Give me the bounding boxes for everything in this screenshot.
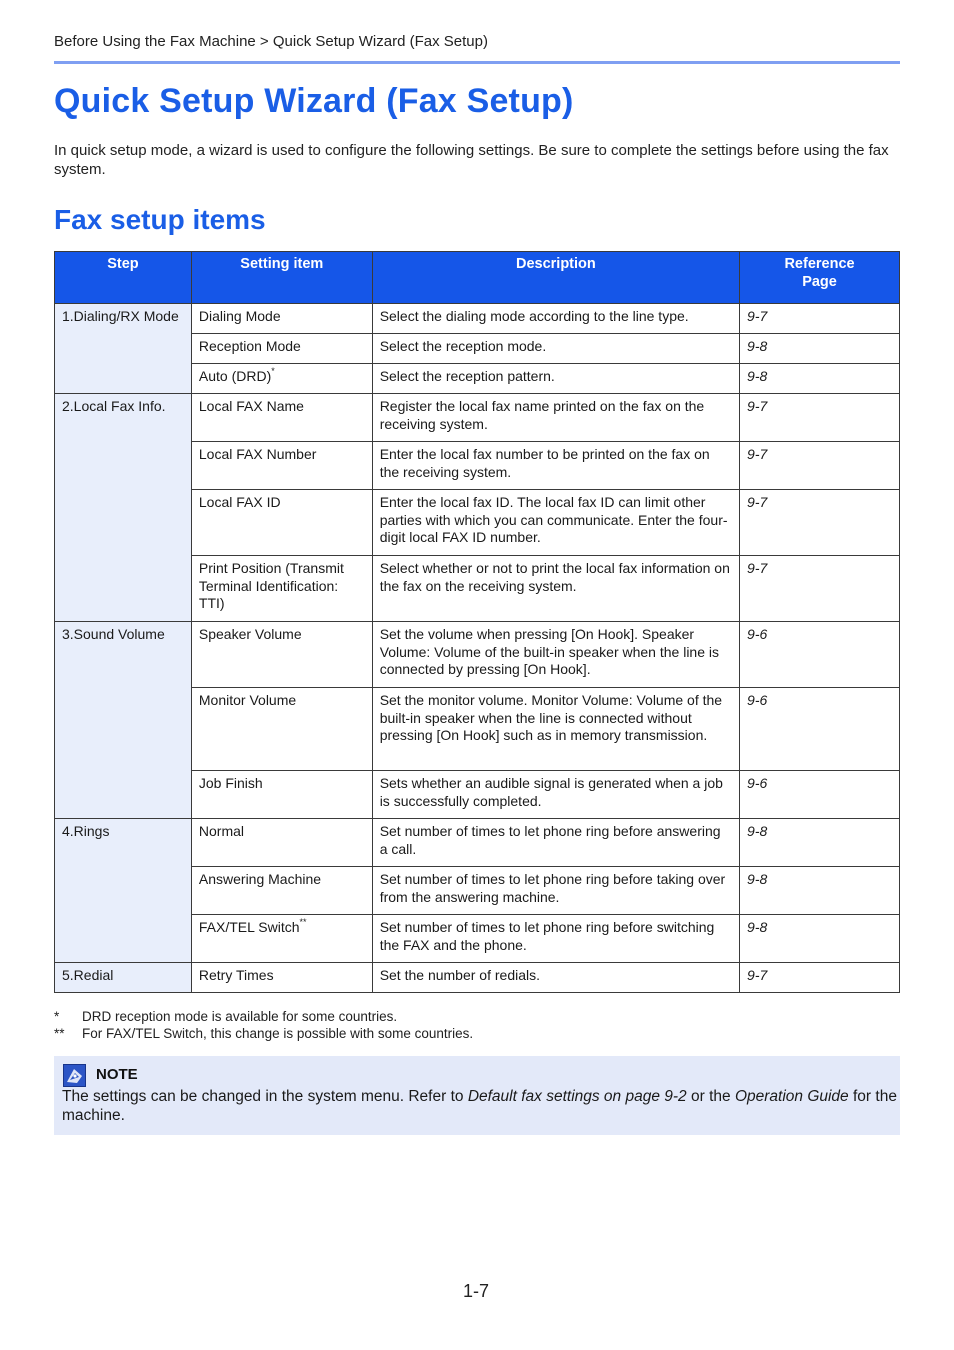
setting-item-name: Answering Machine: [198, 871, 322, 887]
note-reference-operation-guide[interactable]: Operation Guide: [734, 1088, 849, 1105]
reference-page-link[interactable]: 9-8: [740, 334, 900, 364]
note-text-part: The settings can be changed in the system menu. Refer to: [62, 1088, 468, 1105]
setting-item-name: Local FAX Number: [198, 446, 317, 462]
setting-item-cell: [191, 622, 372, 688]
footnote: [54, 1008, 473, 1025]
table-row: [55, 622, 900, 688]
setting-item-name: Dialing Mode: [198, 308, 281, 324]
description-cell: Select the reception mode.: [372, 334, 739, 364]
table-row: [55, 963, 900, 993]
setting-item-name: Retry Times: [198, 967, 274, 983]
reference-page-link[interactable]: 9-6: [740, 622, 900, 688]
description-cell: Set the number of redials.: [372, 963, 739, 993]
step-cell: 2.Local Fax Info.: [55, 394, 192, 622]
description-cell: Set the volume when pressing [On Hook]. Speaker Volume: Volume of the built-in speaker when the line is connected by pressing [On Hook].: [372, 622, 739, 688]
intro-paragraph: In quick setup mode, a wizard is used to configure the following settings. Be sure to complete the settings before using the fax system.: [54, 142, 889, 178]
reference-page-link[interactable]: 9-8: [740, 867, 900, 915]
reference-page-link[interactable]: 9-7: [740, 963, 900, 993]
column-header-description: Description: [372, 252, 739, 304]
setting-item-name: Print Position (Transmit Terminal Identification: TTI): [198, 560, 344, 611]
footnote-reference-mark: **: [299, 917, 307, 928]
setting-item-name: Local FAX ID: [198, 494, 281, 510]
setting-item-name: Speaker Volume: [198, 626, 302, 642]
reference-page-link[interactable]: 9-8: [740, 819, 900, 867]
breadcrumb: Before Using the Fax Machine > Quick Setup Wizard (Fax Setup): [54, 33, 488, 50]
setting-item-cell: [191, 819, 372, 867]
table-row: [55, 819, 900, 867]
setting-item-name: Job Finish: [198, 775, 263, 791]
note-label: NOTE: [96, 1066, 138, 1083]
table-body: [55, 304, 900, 993]
table-row: [55, 394, 900, 442]
reference-page-link[interactable]: 9-6: [740, 688, 900, 771]
column-header-setting: Setting item: [191, 252, 372, 304]
setting-item-name: Monitor Volume: [198, 692, 297, 708]
reference-page-link[interactable]: 9-7: [740, 394, 900, 442]
step-cell: 1.Dialing/RX Mode: [55, 304, 192, 394]
footnote-reference-mark: *: [271, 366, 275, 377]
setting-item-cell: [191, 490, 372, 556]
reference-page-link[interactable]: 9-7: [740, 490, 900, 556]
page-number: 1-7: [463, 1281, 490, 1301]
description-cell: Set number of times to let phone ring before taking over from the answering machine.: [372, 867, 739, 915]
setting-item-cell: [191, 304, 372, 334]
step-cell: 4.Rings: [55, 819, 192, 963]
setting-item-cell: [191, 771, 372, 819]
footnote-mark: **: [54, 1026, 65, 1041]
fax-setup-table: [54, 251, 900, 993]
reference-page-link[interactable]: 9-6: [740, 771, 900, 819]
footnote-mark: *: [54, 1009, 60, 1024]
setting-item-cell: [191, 394, 372, 442]
table-header-row: [55, 252, 900, 304]
reference-page-link[interactable]: 9-8: [740, 915, 900, 963]
footnote: [54, 1025, 473, 1042]
setting-item-name: Auto (DRD): [198, 368, 272, 384]
reference-page-link[interactable]: 9-7: [740, 556, 900, 622]
description-cell: Set the monitor volume. Monitor Volume: Volume of the built-in speaker when the line is connected without pressing [On Hook] such as in memory transmission.: [372, 688, 739, 771]
description-cell: Select the dialing mode according to the line type.: [372, 304, 739, 334]
setting-item-cell: [191, 334, 372, 364]
reference-page-link[interactable]: 9-8: [740, 364, 900, 394]
setting-item-name: Reception Mode: [198, 338, 301, 354]
footnote-text: DRD reception mode is available for some countries.: [82, 1009, 398, 1024]
note-box: [54, 1056, 900, 1135]
setting-item-cell: [191, 688, 372, 771]
step-cell: 3.Sound Volume: [55, 622, 192, 819]
column-header-step: Step: [55, 252, 192, 304]
description-cell: Register the local fax name printed on the fax on the receiving system.: [372, 394, 739, 442]
setting-item-name: FAX/TEL Switch: [198, 919, 300, 935]
note-icon: [63, 1064, 86, 1087]
footnote-text: For FAX/TEL Switch, this change is possible with some countries.: [82, 1026, 474, 1041]
page-title: Quick Setup Wizard (Fax Setup): [54, 82, 574, 120]
step-cell: 5.Redial: [55, 963, 192, 993]
setting-item-name: Normal: [198, 823, 245, 839]
setting-item-cell: [191, 963, 372, 993]
setting-item-cell: [191, 364, 372, 394]
table-row: [55, 304, 900, 334]
setting-item-cell: [191, 867, 372, 915]
setting-item-cell: [191, 442, 372, 490]
section-title: Fax setup items: [54, 204, 266, 235]
note-text: [62, 1087, 898, 1125]
description-cell: Sets whether an audible signal is generated when a job is successfully completed.: [372, 771, 739, 819]
description-cell: Select the reception pattern.: [372, 364, 739, 394]
reference-page-link[interactable]: 9-7: [740, 304, 900, 334]
header-divider: [54, 61, 900, 64]
description-cell: Select whether or not to print the local fax information on the fax on the receiving system.: [372, 556, 739, 622]
column-header-reference: Reference Page: [740, 252, 900, 304]
setting-item-cell: [191, 556, 372, 622]
setting-item-name: Local FAX Name: [198, 398, 304, 414]
note-text-part: for the machine.: [62, 1088, 897, 1124]
reference-page-link[interactable]: 9-7: [740, 442, 900, 490]
footnotes: [54, 1008, 473, 1042]
description-cell: Enter the local fax ID. The local fax ID can limit other parties with which you can communicate. Enter the four-digit local FAX ID number.: [372, 490, 739, 556]
note-reference-default-fax-settings[interactable]: Default fax settings on page 9-2: [467, 1088, 687, 1105]
note-text-part: or the: [686, 1088, 735, 1105]
description-cell: Set number of times to let phone ring before switching the FAX and the phone.: [372, 915, 739, 963]
setting-item-cell: [191, 915, 372, 963]
description-cell: Set number of times to let phone ring before answering a call.: [372, 819, 739, 867]
description-cell: Enter the local fax number to be printed on the fax on the receiving system.: [372, 442, 739, 490]
